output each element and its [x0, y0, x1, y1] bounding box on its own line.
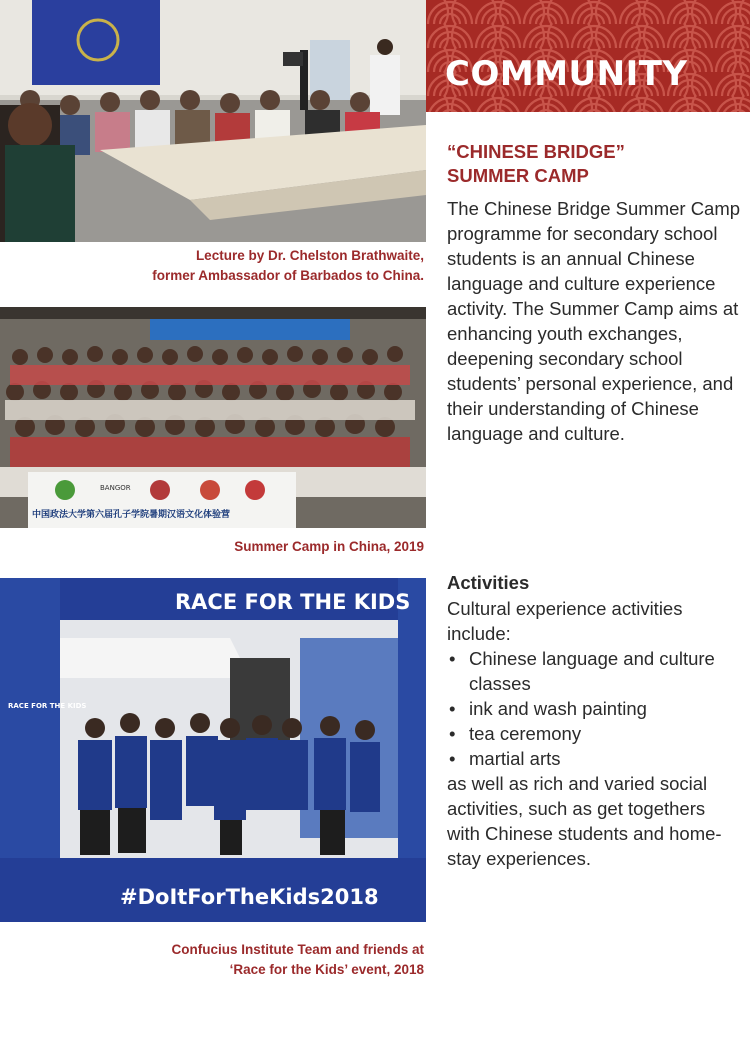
race-caption-line1: Confucius Institute Team and friends at — [171, 942, 424, 957]
article-heading — [447, 140, 737, 188]
activity-item: • martial arts — [447, 746, 741, 771]
intro-paragraph: The Chinese Bridge Summer Camp programme for secondary school students is an annual Chinese language and culture experience activity. The Summer Camp aims at enhancing youth exchanges, deepening secondary school students’ personal experience, and their understanding of Chinese language and culture. — [447, 198, 741, 444]
section-title: COMMUNITY — [445, 54, 688, 94]
lecture-caption-line2: former Ambassador of Barbados to China. — [152, 268, 424, 283]
activity-item: • Chinese language and culture classes — [447, 646, 741, 696]
race-for-the-kids-caption — [171, 940, 424, 980]
summer-camp-caption-line1: Summer Camp in China, 2019 — [234, 539, 424, 554]
camp-banner-logo-text: BANGOR — [100, 484, 131, 492]
activity-item: • ink and wash painting — [447, 696, 741, 721]
camp-banner-chinese-text: 中国政法大学第六届孔子学院暑期汉语文化体验营 — [32, 510, 231, 520]
race-side-badge-text: RACE FOR THE KIDS — [8, 702, 87, 710]
activities-intro: Cultural experience activities include: — [447, 598, 683, 644]
summer-camp-photo — [0, 307, 426, 528]
race-for-the-kids-photo — [0, 578, 426, 922]
article-heading-line2: SUMMER CAMP — [447, 165, 589, 186]
article-heading-line1: “CHINESE BRIDGE” — [447, 141, 625, 162]
activities-outro: as well as rich and varied social activities, such as get togethers with Chinese students and home-stay experiences. — [447, 773, 722, 869]
summer-camp-photo-image — [0, 307, 426, 528]
race-sign-top-text: RACE FOR THE KIDS — [175, 590, 411, 614]
summer-camp-caption — [234, 537, 424, 557]
activity-list — [447, 646, 741, 771]
community-banner — [426, 0, 750, 112]
race-for-the-kids-photo-image — [0, 578, 426, 922]
activities-heading: Activities — [447, 572, 530, 593]
activity-item: • tea ceremony — [447, 721, 741, 746]
race-caption-line2: ‘Race for the Kids’ event, 2018 — [229, 962, 424, 977]
lecture-caption-line1: Lecture by Dr. Chelston Brathwaite, — [195, 248, 424, 263]
race-sign-bottom-text: #DoItForTheKids2018 — [120, 885, 379, 909]
lecture-caption — [152, 246, 424, 286]
lecture-photo-image — [0, 0, 426, 242]
lecture-photo — [0, 0, 426, 242]
